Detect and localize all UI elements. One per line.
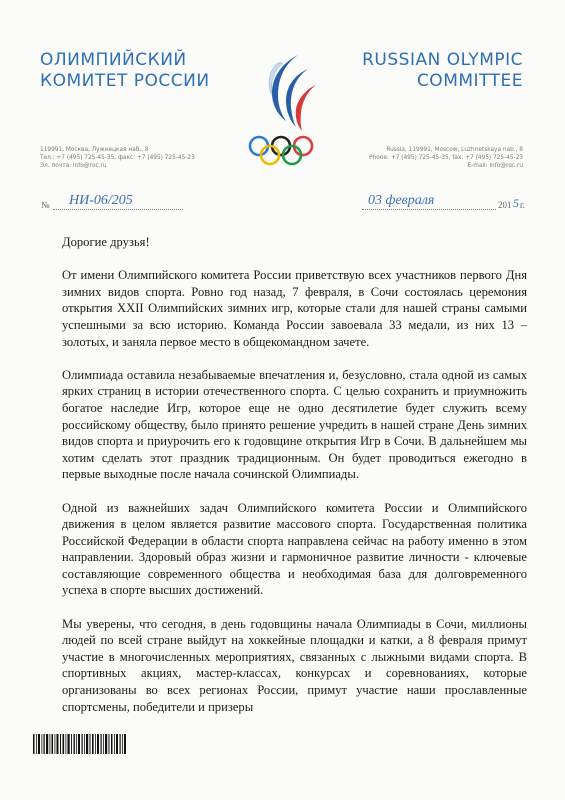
- number-handwritten: НИ-06/205: [69, 193, 133, 208]
- paragraph-1: От имени Олимпийского комитета России приветствую всех участников первого Дня зимних видов спорта. Ровно год назад, 7 февраля, в Сочи состоялась церемония открытия XXII Олимпийских зимних игр, которые стали для нашей страны самыми успешными за всю историю. Команда России завоевала 33 медали, из них 13 – золотых, и заняла первое место в общекомандном зачете.: [62, 268, 527, 349]
- paragraph-2: Олимпиада оставила незабываемые впечатления и, безусловно, стала одной из самых ярких страниц в истории отечественного спорта. С целью сохранить и приумножить богатое наследие Игр, которое еще не одно десятилетие будет служить всему российскому обществу, было принято решение учредить в нашей стране День зимних видов спорта и приурочить его к годовщине открытия Игр в Сочи. В дальнейшем мы хотим сделать этот праздник традиционным. Он будет проводиться ежегодно в первые выходные после начала сочинской Олимпиады.: [62, 367, 527, 482]
- address-ru-line: Эл. почта: info@roc.ru: [40, 163, 107, 169]
- flag-flame-emblem: [269, 55, 316, 131]
- org-name-ru: [40, 50, 210, 92]
- letter-body: [62, 234, 527, 732]
- org-name-ru-line-1: ОЛИМПИЙСКИЙ: [40, 50, 187, 70]
- org-name-en-line-1: RUSSIAN OLYMPIC: [362, 50, 523, 70]
- year-handwritten: 5: [513, 196, 519, 210]
- number-label: №: [41, 200, 50, 210]
- salutation: Дорогие друзья!: [62, 235, 150, 249]
- olympic-committee-logo: [238, 45, 330, 170]
- address-block-ru: [40, 146, 195, 170]
- org-name-en-line-2: COMMITTEE: [416, 71, 523, 91]
- reference-number: [41, 193, 191, 213]
- date-underline: [362, 209, 496, 210]
- reference-date: [362, 193, 532, 213]
- number-underline: [53, 209, 183, 210]
- address-en-line: E-mail: info@roc.ru: [467, 163, 523, 169]
- date-handwritten: 03 февраля: [368, 193, 435, 208]
- org-name-en: [362, 50, 523, 92]
- address-en-line: Phone: +7 (495) 725-45-35, fax: +7 (495) 725-45-23: [369, 155, 523, 161]
- year-marker: г.: [520, 200, 525, 210]
- address-ru-line: 119991, Москва, Лужнецкая наб., 8: [40, 147, 149, 153]
- address-en-line: Russia, 119991, Moscow, Luzhnetskaya nab., 8: [386, 147, 523, 153]
- paragraph-3: Одной из важнейших задач Олимпийского комитета России и Олимпийского движения в целом является развитие массового спорта. Государственная политика Российской Федерации в области спорта направлена сейчас на работу именно в этом направлении. Здоровый образ жизни и гармоничное развитие личности - ключевые составляющие современного общества и необходимая база для долговременного успеха в спорте высших достижений.: [62, 500, 527, 598]
- year-prefix: 201: [498, 200, 512, 210]
- paragraph-4: Мы уверены, что сегодня, в день годовщины начала Олимпиады в Сочи, миллионы людей по всей стране выйдут на хоккейные площадки и катки, а 8 февраля примут участие в многочисленных мероприятиях, связанных с лыжными видами спорта. В спортивных акциях, мастер-классах, конкурсах и соревнованиях, которые организованы во всех регионах России, примут участие наши прославленные спортсмены, победители и призеры: [62, 616, 527, 714]
- org-name-ru-line-2: КОМИТЕТ РОССИИ: [40, 71, 210, 91]
- address-block-en: [369, 146, 523, 170]
- olympic-rings: [250, 137, 312, 164]
- barcode-image: [33, 734, 128, 754]
- address-ru-line: Тел.: +7 (495) 725-45-35, факс: +7 (495) 725-45-23: [40, 155, 195, 161]
